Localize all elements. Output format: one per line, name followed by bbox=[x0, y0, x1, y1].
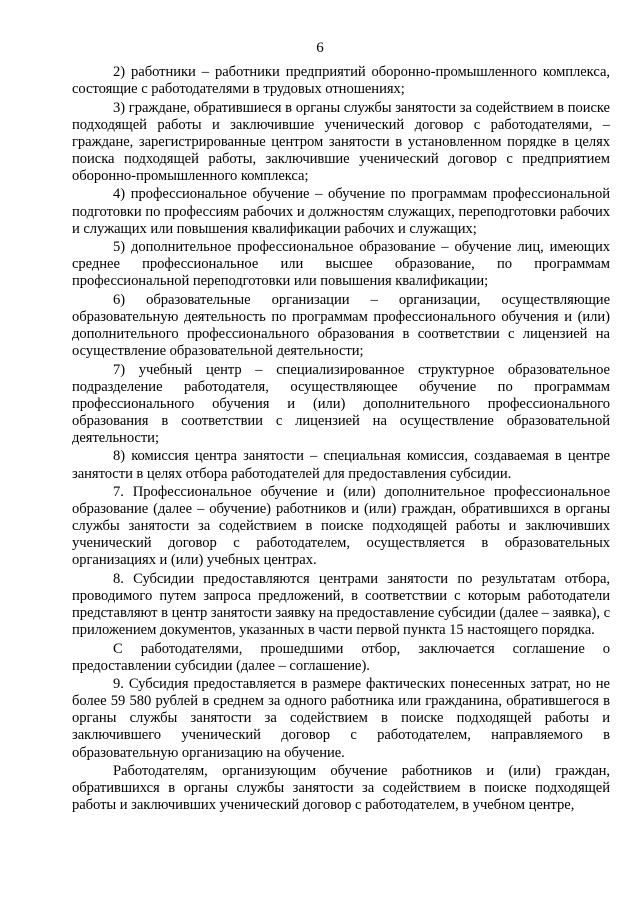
paragraph-clause-9: 9. Субсидия предоставляется в размере фактических понесенных затрат, но не более 59 580 рублей в среднем за одного работника или гражданина, обратившегося в органы службы занятости за содействием в поиске подходящей работы и заключившего ученический договор с работодателем, направляемого в образовательную организацию на обучение. bbox=[72, 676, 610, 761]
paragraph-clause-8: 8. Субсидии предоставляются центрами занятости по результатам отбора, проводимого путем запроса предложений, в соответствии с которым работодатели представляют в центр занятости заявку на предоставление субсидии (далее – заявка), с приложением документов, указанных в части первой пункта 15 настоящего порядка. bbox=[72, 570, 610, 639]
paragraph-agreement: С работодателями, прошедшими отбор, заключается соглашение о предоставлении субсидии (далее – соглашение). bbox=[72, 640, 610, 674]
paragraph-definition-commission: 8) комиссия центра занятости – специальная комиссия, создаваемая в центре занятости в целях отбора работодателей для предоставления субсидии. bbox=[72, 448, 610, 482]
paragraph-clause-7: 7. Профессиональное обучение и (или) дополнительное профессиональное образование (далее – обучение) работников и (или) граждан, обратившихся в органы службы занятости за содействием в поиске подходящей работы и заключивших ученический договор с работодателем, осуществляется в образовательных организациях и (или) учебных центрах. bbox=[72, 483, 610, 569]
paragraph-training-center-employers: Работодателям, организующим обучение работников и (или) граждан, обратившихся в органы службы занятости за содействием в поиске подходящей работы и заключивших ученический договор с работодателем, в учебном центре, bbox=[72, 763, 610, 814]
paragraph-definition-educational-organizations: 6) образовательные организации – организации, осуществляющие образовательную деятельность по программам профессионального обучения и (или) дополнительного профессионального образования в соответствии с лицензией на осуществление образовательной деятельности; bbox=[72, 291, 610, 360]
document-body bbox=[72, 64, 610, 816]
page-number: 6 bbox=[316, 40, 324, 56]
paragraph-definition-workers: 2) работники – работники предприятий оборонно-промышленного комплекса, состоящие с работодателями в трудовых отношениях; bbox=[72, 64, 610, 98]
paragraph-definition-vocational-training: 4) профессиональное обучение – обучение по программам профессиональной подготовки по профессиям рабочих и должностям служащих, переподготовки рабочих и служащих или повышения квалификации рабочих и служащих; bbox=[72, 186, 610, 237]
paragraph-definition-citizens: 3) граждане, обратившиеся в органы службы занятости за содействием в поиске подходящей работы и заключившие ученический договор с работодателями, – граждане, зарегистрированные центром занятости в установленном порядке в целях поиска подходящей работы, заключившие ученический договор с предприятием оборонно-промышленного комплекса; bbox=[72, 99, 610, 184]
paragraph-definition-training-center: 7) учебный центр – специализированное структурное образовательное подразделение работодателя, осуществляющее обучение по программам профессионального обучения и (или) дополнительного профессионального образования в соответствии с лицензией на осуществление образовательной деятельности; bbox=[72, 361, 610, 446]
paragraph-definition-additional-education: 5) дополнительное профессиональное образование – обучение лиц, имеющих среднее профессиональное или высшее образование, по программам профессиональной переподготовки или повышения квалификации; bbox=[72, 239, 610, 290]
